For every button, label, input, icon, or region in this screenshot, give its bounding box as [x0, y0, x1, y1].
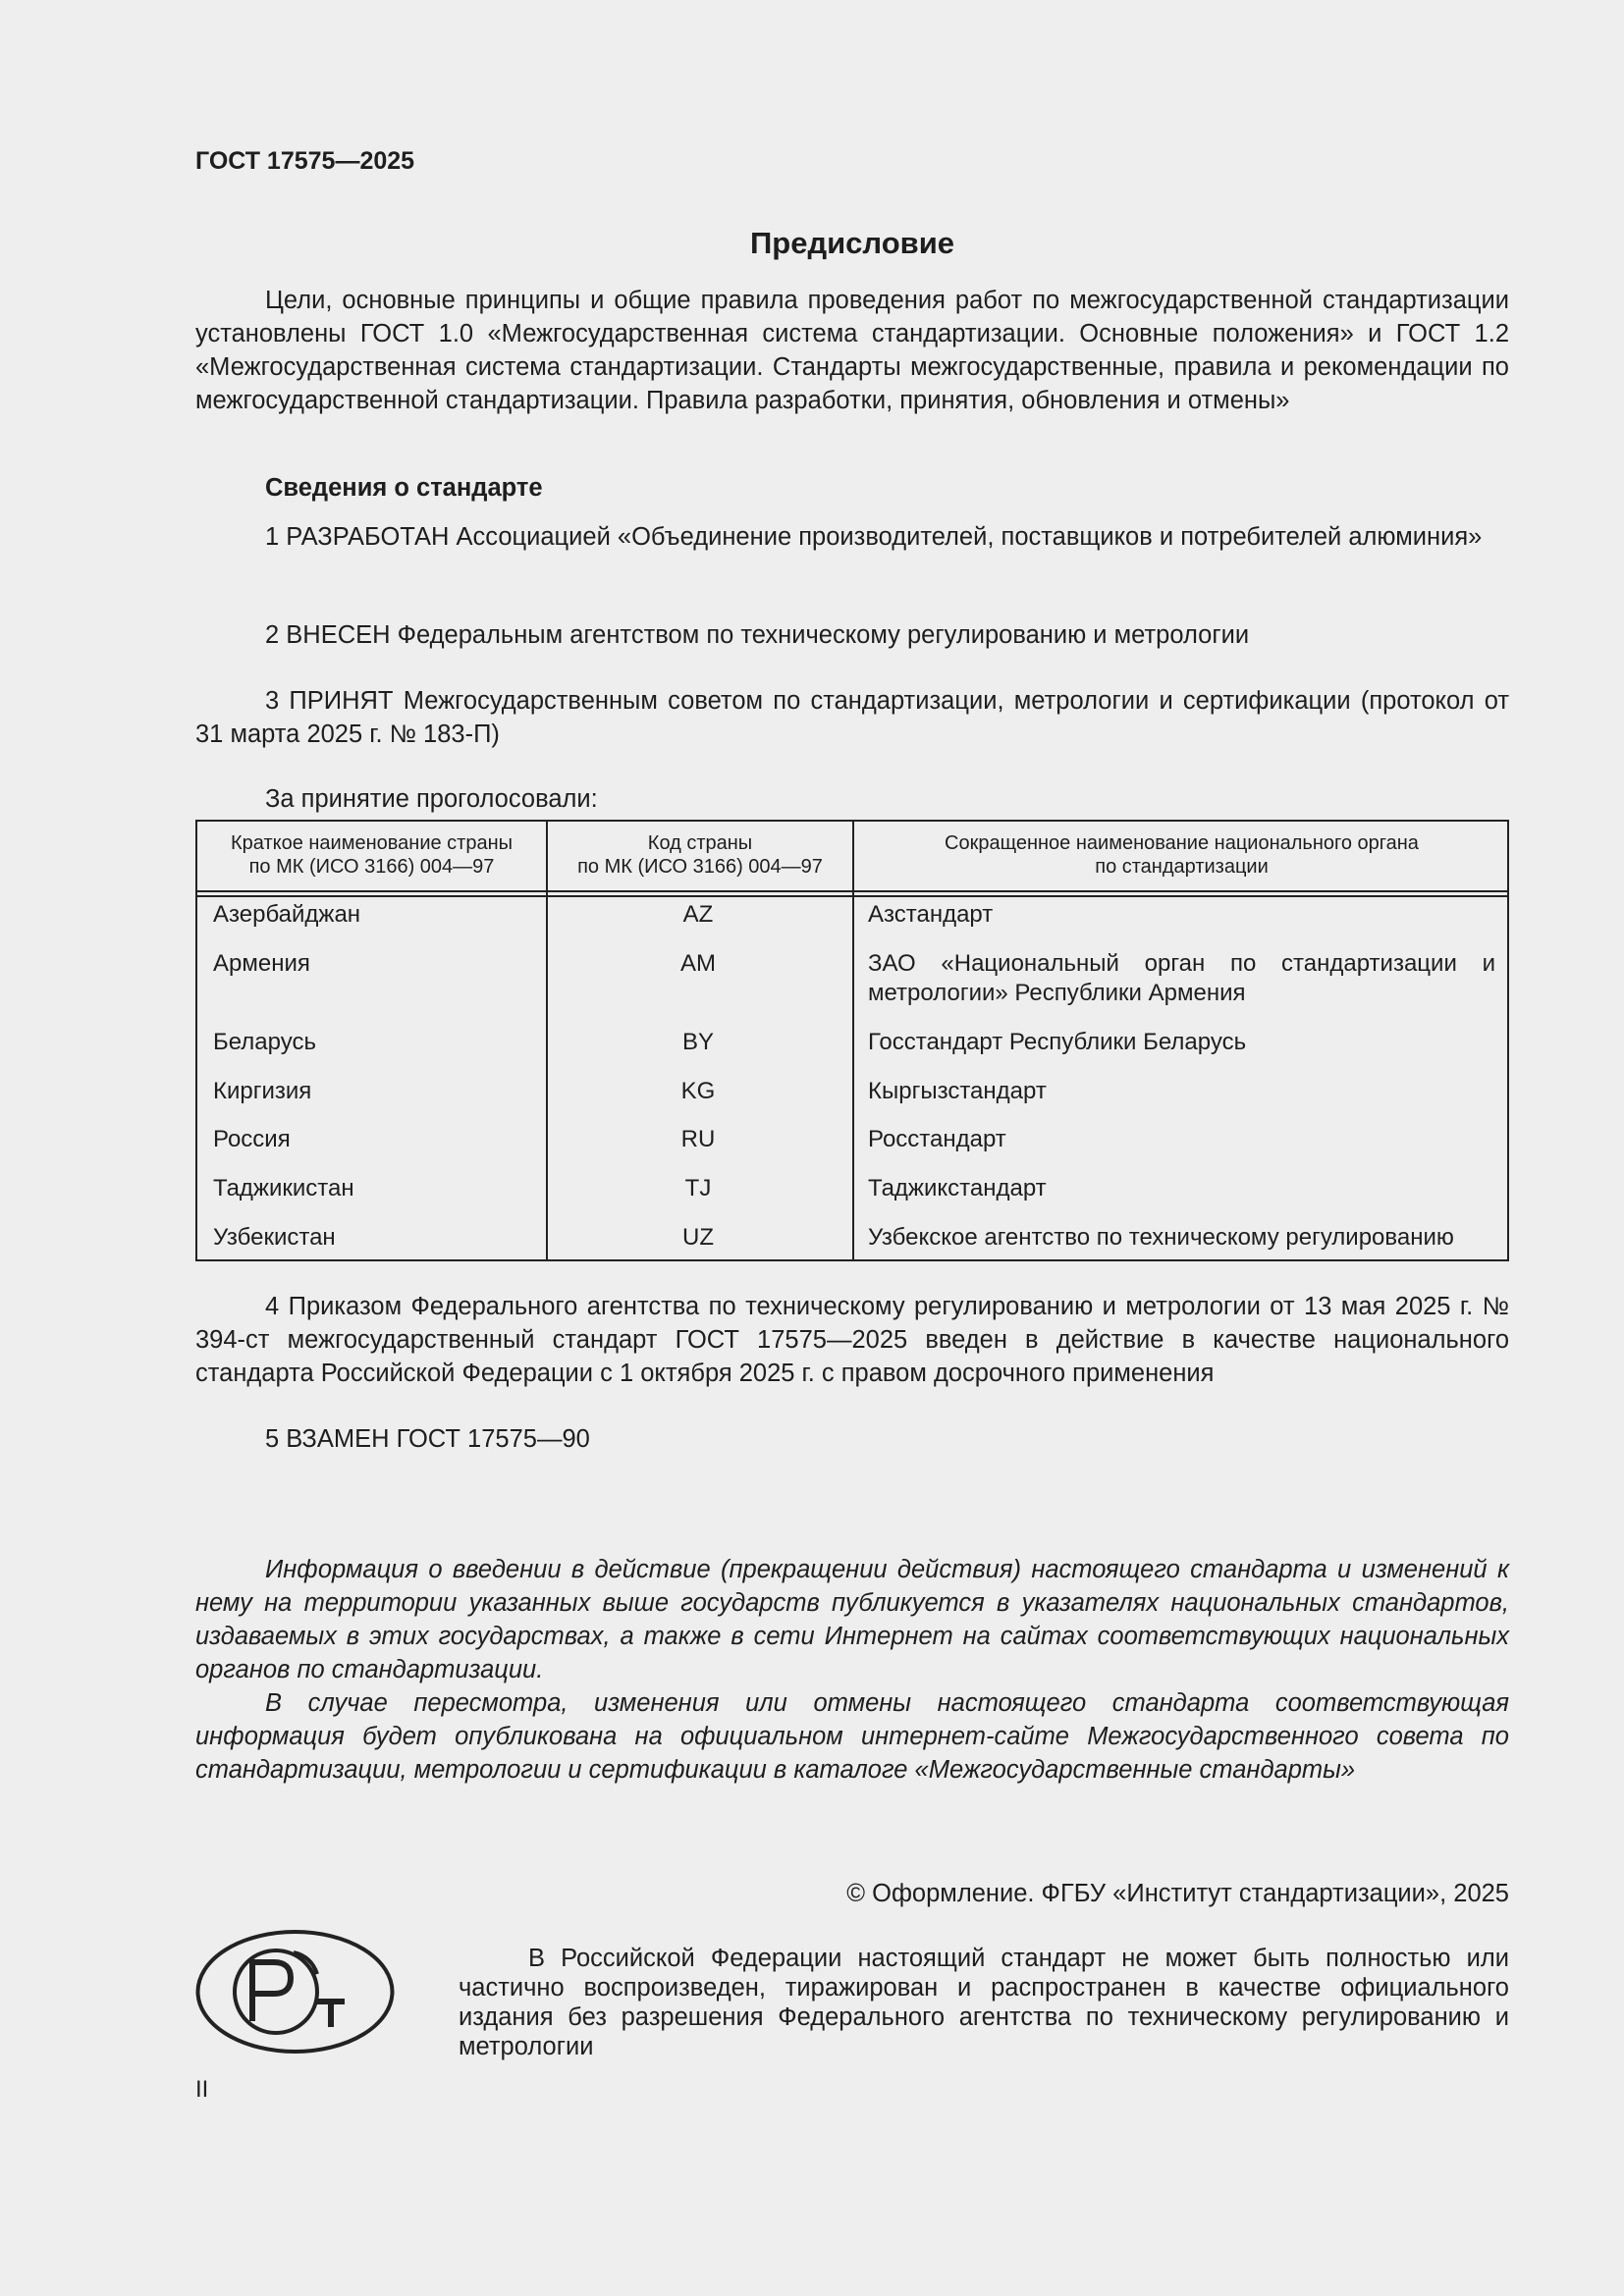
national-body: Росстандарт — [868, 1126, 1006, 1152]
table-header-code: Код страны по МК (ИСО 3166) 004—97 — [577, 832, 823, 878]
page-number: II — [195, 2076, 209, 2103]
country-name: Азербайджан — [213, 901, 361, 928]
info-paragraph-publication: Информация о введении в действие (прекращении действия) настоящего стандарта и изменений к нему на территории указанных выше государств публикуется в указателях национальных стандартов, издаваемых в этих государствах, а также в сети Интернет на сайтах соответствующих национальных органов по стандартизации. — [195, 1556, 1509, 1683]
table-header-org: Сокращенное наименование национального органа по стандартизации — [945, 832, 1419, 878]
country-name: Таджикистан — [213, 1175, 354, 1201]
country-name: Беларусь — [213, 1029, 316, 1055]
section-heading: Сведения о стандарте — [265, 474, 543, 502]
country-code: AZ — [682, 901, 714, 928]
country-code: KG — [680, 1078, 716, 1104]
country-code: RU — [680, 1126, 716, 1152]
item-developed: 1 РАЗРАБОТАН Ассоциацией «Объединение производителей, поставщиков и потребителей алюминия» — [265, 523, 1483, 551]
country-code: BY — [681, 1029, 714, 1055]
item-adopted: 3 ПРИНЯТ Межгосударственным советом по стандартизации, метрологии и сертификации (протокол от 31 марта 2025 г. № 183-П) — [195, 687, 1509, 748]
info-paragraph-revision: В случае пересмотра, изменения или отмены настоящего стандарта соответствующая информация будет опубликована на официальном интернет-сайте Межгосударственного совета по стандартизации, метрологии и сертификации в каталоге «Межгосударственные стандарты» — [195, 1689, 1509, 1784]
country-name: Киргизия — [213, 1078, 312, 1104]
voted-label: За принятие проголосовали: — [265, 785, 598, 813]
copyright-line: © Оформление. ФГБУ «Институт стандартизации», 2025 — [846, 1880, 1509, 1907]
country-code: UZ — [682, 1224, 714, 1251]
national-body: Азстандарт — [868, 901, 994, 928]
table-header-country: Краткое наименование страны по МК (ИСО 3166) 004—97 — [230, 832, 514, 878]
document-page — [195, 0, 1509, 2296]
reproduction-notice: В Российской Федерации настоящий стандарт не может быть полностью или частично воспроизведен, тиражирован и распространен в качестве официального издания без разрешения Федерального агентства по техническому регулированию и метрологии — [459, 1945, 1509, 2060]
voting-table — [195, 820, 1509, 1261]
national-body: Таджикстандарт — [868, 1175, 1047, 1201]
country-code: TJ — [684, 1175, 712, 1201]
item-submitted: 2 ВНЕСЕН Федеральным агентством по техническому регулированию и метрологии — [265, 621, 1250, 649]
document-code: ГОСТ 17575—2025 — [195, 147, 415, 175]
national-body: Узбекское агентство по техническому регулированию — [868, 1224, 1454, 1251]
intro-paragraph: Цели, основные принципы и общие правила проведения работ по межгосударственной стандартизации установлены ГОСТ 1.0 «Межгосударственная система стандартизации. Основные положения» и ГОСТ 1.2 «Межгосударственная система стандартизации. Стандарты межгосударственные, правила и рекомендации по межгосударственной стандартизации. Правила разработки, принятия, обновления и отмены» — [195, 287, 1509, 414]
country-name: Узбекистан — [213, 1224, 336, 1251]
item-replaces: 5 ВЗАМЕН ГОСТ 17575—90 — [265, 1425, 590, 1453]
national-body: Госстандарт Республики Беларусь — [868, 1029, 1247, 1055]
national-body: Кыргызстандарт — [868, 1078, 1047, 1104]
national-body: ЗАО «Национальный орган по стандартизации и метрологии» Республики Армения — [868, 950, 1495, 1006]
country-code: AM — [680, 950, 716, 977]
page-title: Предисловие — [749, 226, 954, 260]
rst-certification-mark-icon — [195, 1929, 395, 2055]
country-name: Россия — [213, 1126, 291, 1152]
country-name: Армения — [213, 950, 310, 977]
item-enacted: 4 Приказом Федерального агентства по техническому регулированию и метрологии от 13 мая 2025 г. № 394-ст межгосударственный стандарт ГОСТ 17575—2025 введен в действие в качестве национального стандарта Российской Федерации с 1 октября 2025 г. с правом досрочного применения — [195, 1293, 1509, 1387]
